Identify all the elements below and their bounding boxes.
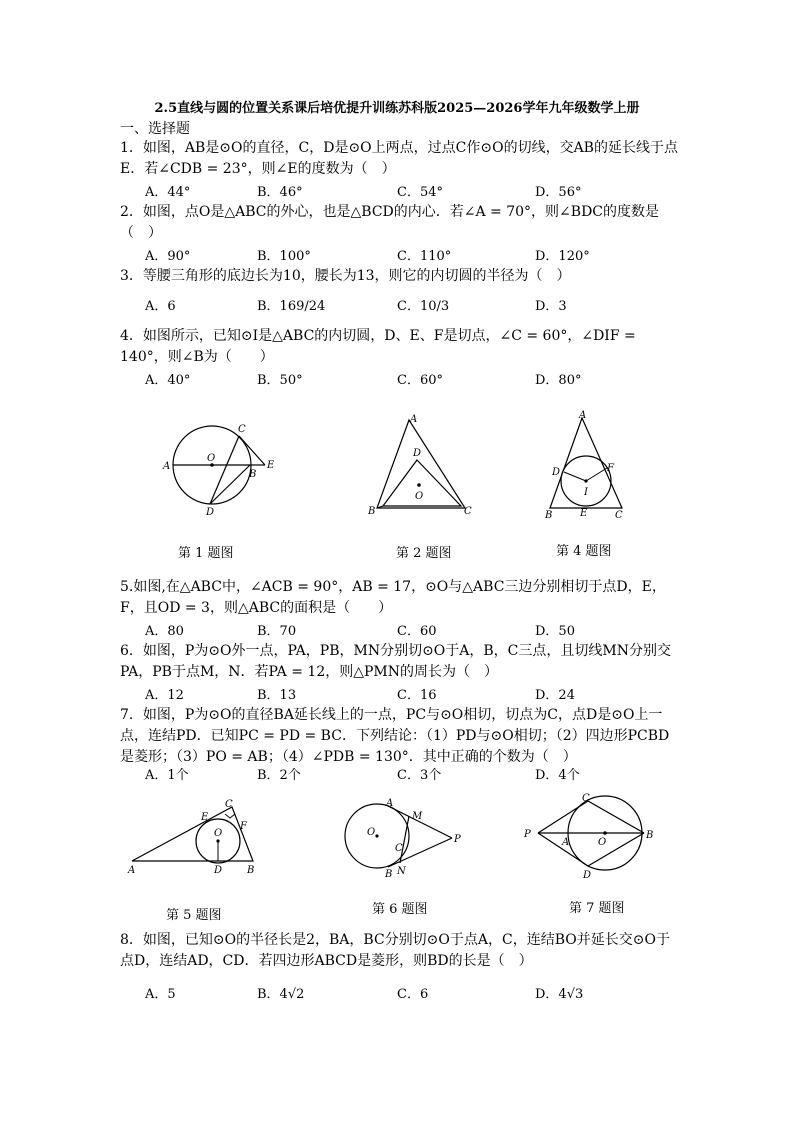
option-d[interactable]: D．120° <box>535 249 590 264</box>
triangle-abc <box>132 807 253 861</box>
label-f: F <box>607 463 614 474</box>
option-c[interactable]: C．6 <box>397 987 429 1002</box>
tangent-mn <box>400 816 409 863</box>
option-c[interactable]: C．3个 <box>397 768 442 783</box>
tangent-ce <box>239 436 265 465</box>
label-e: E <box>267 460 275 471</box>
option-d[interactable]: D．4个 <box>535 768 580 783</box>
figure-5-diagram <box>125 798 265 880</box>
option-b[interactable]: B．50° <box>257 373 303 388</box>
label-b: B <box>646 830 654 841</box>
question-6-options <box>145 684 665 704</box>
label-o: O <box>214 828 223 839</box>
radius-if <box>586 468 607 481</box>
option-b[interactable]: B．46° <box>257 185 303 200</box>
point-o <box>603 831 607 835</box>
question-8-options <box>145 983 665 1003</box>
label-c: C <box>395 843 403 854</box>
question-8: 8．如图，已知⊙O的半径长是2，BA，BC分别切⊙O于点A，C，连结BO并延长交⊙O于点D，连结AD，CD．若四边形ABCD是菱形，则BD的长是（ ） <box>120 932 670 969</box>
label-a: A <box>128 865 136 876</box>
question-7: 7．如图，P为⊙O的直径BA延长线上的一点，PC与⊙O相切，切点为C，点D是⊙O上一点，连结PD．已知PC = PD = BC．下列结论：（1）PD与⊙O相切；（2）四边形PCBD是菱形；（3）PO = AB；（4）∠PDB = 130°．其中正确的个数为（ ） <box>120 707 670 765</box>
label-b: B <box>247 865 255 876</box>
point-i <box>584 479 587 482</box>
option-a[interactable]: A．90° <box>145 249 191 264</box>
option-d[interactable]: D．50 <box>535 624 575 639</box>
chord-cb <box>588 801 644 833</box>
label-m: M <box>412 811 423 822</box>
option-c[interactable]: C．60° <box>397 373 443 388</box>
option-d[interactable]: D．56° <box>535 185 582 200</box>
caption-figure-5: 第 5 题图 <box>166 908 222 923</box>
option-c[interactable]: C．60 <box>397 624 437 639</box>
question-4: 4．如图所示，已知⊙I是△ABC的内切圆，D、E、F是切点，∠C = 60°，∠DIF = 140°，则∠B为（ ） <box>120 328 636 365</box>
label-o: O <box>207 453 216 464</box>
label-c: C <box>582 793 590 804</box>
label-c: C <box>225 799 233 810</box>
question-5-options <box>145 620 665 640</box>
label-o: O <box>598 837 607 848</box>
question-2: 2．如图，点O是△ABC的外心，也是△BCD的内心．若∠A = 70°，则∠BDC的度数是（ ） <box>120 204 660 241</box>
point-o <box>417 483 421 487</box>
figure-6-diagram <box>340 795 470 880</box>
caption-figure-7: 第 7 题图 <box>569 901 625 916</box>
question-7-options <box>145 764 665 784</box>
label-o: O <box>367 827 376 838</box>
label-e: E <box>580 508 588 519</box>
option-a[interactable]: A．6 <box>145 299 176 314</box>
option-b[interactable]: B．169/24 <box>257 299 326 314</box>
chord-cd <box>210 436 239 504</box>
label-a: A <box>410 414 418 425</box>
option-a[interactable]: A．80 <box>145 624 184 639</box>
label-d: D <box>206 507 215 518</box>
label-b: B <box>385 869 393 880</box>
option-c[interactable]: C．16 <box>397 688 437 703</box>
point-o <box>216 839 219 842</box>
option-c[interactable]: C．10/3 <box>397 299 450 314</box>
chord-db <box>210 465 250 504</box>
figure-2-diagram <box>365 410 475 520</box>
label-a: A <box>386 798 394 809</box>
label-a: A <box>579 410 587 421</box>
label-p: P <box>524 829 531 840</box>
caption-figure-2: 第 2 题图 <box>396 546 452 561</box>
option-d[interactable]: D．24 <box>535 688 575 703</box>
label-d: D <box>413 448 422 459</box>
figure-1-diagram <box>160 420 280 520</box>
worksheet-title: 2.5直线与圆的位置关系课后培优提升训练苏科版2025—2026学年九年级数学上册 <box>154 101 640 116</box>
label-a: A <box>163 461 171 472</box>
right-angle-mark <box>225 814 235 818</box>
option-b[interactable]: B．70 <box>257 624 297 639</box>
label-d: D <box>583 870 592 881</box>
tangent-pc <box>538 801 588 833</box>
radius-id <box>564 472 586 481</box>
figure-7-diagram <box>520 793 660 883</box>
label-c: C <box>615 510 623 521</box>
option-c[interactable]: C．110° <box>397 249 452 264</box>
label-p: P <box>454 834 461 845</box>
label-f: F <box>240 821 247 832</box>
option-b[interactable]: B．4√2 <box>257 987 305 1002</box>
option-b[interactable]: B．13 <box>257 688 297 703</box>
point-o <box>375 834 378 837</box>
label-b: B <box>368 506 376 517</box>
caption-figure-1: 第 1 题图 <box>178 546 234 561</box>
option-b[interactable]: B．100° <box>257 249 311 264</box>
caption-figure-6: 第 6 题图 <box>372 902 428 917</box>
question-3-options <box>145 295 665 315</box>
question-6: 6．如图，P为⊙O外一点，PA，PB，MN分别切⊙O于A，B，C三点，且切线MN分别交PA，PB于点M，N．若PA = 12，则△PMN的周长为（ ） <box>120 643 671 680</box>
label-d: D <box>552 467 561 478</box>
label-b: B <box>249 469 257 480</box>
label-d: D <box>214 865 223 876</box>
option-d[interactable]: D．3 <box>535 299 567 314</box>
question-1: 1．如图，AB是⊙O的直径，C，D是⊙O上两点，过点C作⊙O的切线，交AB的延长线于点E．若∠CDB = 23°，则∠E的度数为（ ） <box>120 140 678 177</box>
caption-figure-4: 第 4 题图 <box>556 544 612 559</box>
option-a[interactable]: A．40° <box>145 373 191 388</box>
question-2-options <box>145 245 665 265</box>
option-b[interactable]: B．2个 <box>257 768 301 783</box>
chord-db <box>588 833 644 866</box>
question-1-options <box>145 181 665 201</box>
label-e: E <box>201 812 209 823</box>
label-i: I <box>584 487 588 498</box>
figure-4-diagram <box>540 408 640 520</box>
question-3: 3．等腰三角形的底边长为10，腰长为13，则它的内切圆的半径为（ ） <box>120 268 571 284</box>
section-heading: 一、选择题 <box>120 121 190 137</box>
label-o: O <box>415 491 424 502</box>
option-a[interactable]: A．1个 <box>145 768 189 783</box>
option-a[interactable]: A．12 <box>145 688 184 703</box>
label-a: A <box>562 837 570 848</box>
label-c: C <box>464 506 472 517</box>
question-5: 5.如图,在△ABC中，∠ACB = 90°，AB = 17，⊙O与△ABC三边分别相切于点D，E，F，且OD = 3，则△ABC的面积是（ ） <box>120 579 666 616</box>
option-a[interactable]: A．44° <box>145 185 191 200</box>
option-d[interactable]: D．4√3 <box>535 987 584 1002</box>
option-a[interactable]: A．5 <box>145 987 176 1002</box>
option-d[interactable]: D．80° <box>535 373 582 388</box>
label-c: C <box>238 424 246 435</box>
label-b: B <box>545 510 553 521</box>
label-n: N <box>397 866 406 877</box>
option-c[interactable]: C．54° <box>397 185 443 200</box>
question-4-options <box>145 369 665 389</box>
